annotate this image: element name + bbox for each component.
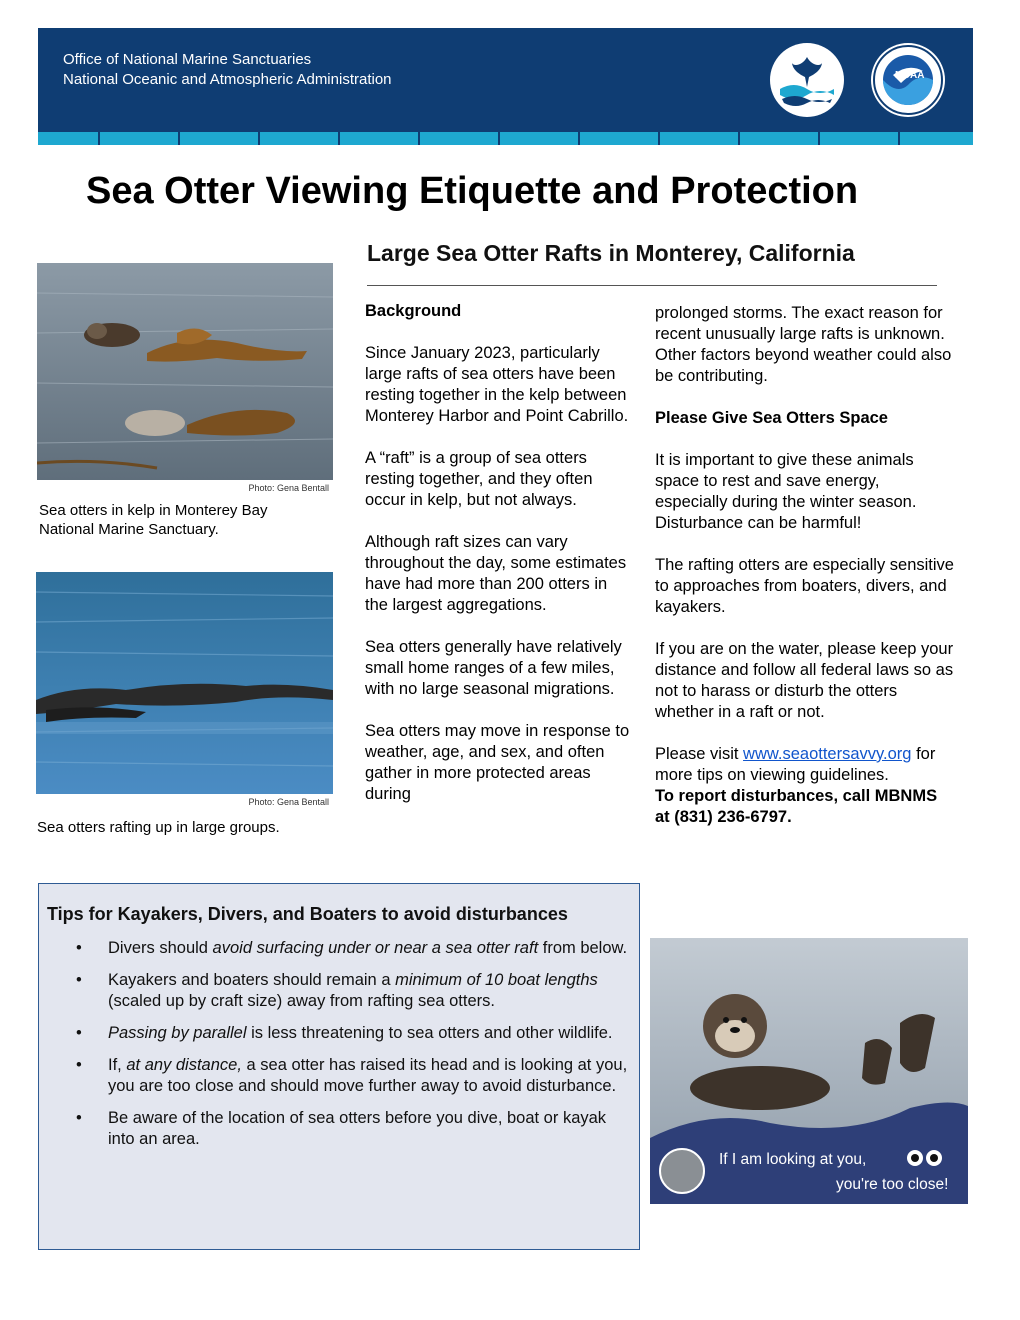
tip-item: • If, at any distance, a sea otter has raised its head and is looking at you, you are too close and should move further away to avoid disturbance.	[76, 1056, 628, 1095]
tip-item: • Divers should avoid surfacing under or near a sea otter raft from below.	[76, 939, 628, 957]
paragraph: Sea otters may move in response to weather, age, and sex, and often gather in more protected areas during	[365, 722, 630, 803]
bullet-icon: •	[76, 1056, 82, 1074]
paragraph: If you are on the water, please keep your distance and follow all federal laws so as not to harass or disturb the otters whether in a raft or not.	[655, 640, 954, 721]
paragraph: Since January 2023, particularly large rafts of sea otters have been resting together in the kelp between Monterey Harbor and Point Cabrillo.	[365, 344, 629, 425]
photo-credit: Photo: Gena Bentall	[248, 483, 329, 493]
paragraph: The rafting otters are especially sensitive to approaches from boaters, divers, and kayakers.	[655, 556, 954, 616]
bullet-icon: •	[76, 1109, 82, 1127]
noaa-text: NOAA	[895, 70, 925, 81]
tips-list	[39, 938, 639, 1161]
visit-paragraph	[655, 744, 955, 828]
caption-line: National Marine Sanctuary.	[39, 521, 219, 538]
poster-text-line1: If I am looking at you,	[719, 1151, 867, 1168]
tips-box	[38, 883, 640, 1250]
tip-item: • Be aware of the location of sea otters before you dive, boat or kayak into an area.	[76, 1109, 607, 1148]
photo-caption: Sea otters rafting up in large groups.	[37, 819, 280, 836]
photo-credit: Photo: Gena Bentall	[248, 797, 329, 807]
kelp-otters-photo	[37, 263, 333, 480]
otter-poster-image	[650, 938, 968, 1204]
header-office-name: Office of National Marine Sanctuaries	[63, 51, 312, 68]
bullet-icon: •	[76, 939, 82, 957]
noaa-logo-icon	[871, 43, 945, 117]
sanctuary-logo-icon	[770, 43, 844, 117]
paragraph: prolonged storms. The exact reason for recent unusually large rafts is unknown. Other factors beyond weather could also be contributing.	[655, 304, 952, 385]
seaottersavvy-link[interactable]: www.seaottersavvy.org	[743, 745, 912, 763]
rafting-otters-photo	[36, 572, 333, 794]
background-column	[365, 301, 633, 826]
paragraph: It is important to give these animals space to rest and save energy, especially during the winter season. Disturbance can be harmful!	[655, 451, 917, 532]
paragraph: A “raft” is a group of sea otters resting together, and they often occur in kelp, but not always.	[365, 449, 593, 509]
header-stripe	[38, 132, 973, 145]
subtitle-divider	[367, 285, 937, 286]
page-title: Sea Otter Viewing Etiquette and Protection	[86, 170, 859, 212]
report-disturbances-text: To report disturbances, call MBNMS at (831) 236-6797.	[655, 787, 938, 826]
bullet-icon: •	[76, 1024, 82, 1042]
space-column	[655, 303, 955, 828]
tip-item: • Passing by parallel is less threatening to sea otters and other wildlife.	[76, 1024, 613, 1042]
photo-caption	[39, 501, 339, 539]
header-agency-name: National Oceanic and Atmospheric Administration	[63, 71, 392, 88]
background-heading: Background	[365, 302, 462, 320]
paragraph: Sea otters generally have relatively small home ranges of a few miles, with no large seasonal migrations.	[365, 638, 622, 698]
paragraph: Although raft sizes can vary throughout the day, some estimates have had more than 200 otters in the largest aggregations.	[365, 533, 627, 614]
visit-text: Please visit	[655, 745, 744, 763]
page-subtitle: Large Sea Otter Rafts in Monterey, California	[367, 240, 855, 266]
poster-text-line2: you're too close!	[836, 1176, 949, 1193]
tips-title: Tips for Kayakers, Divers, and Boaters to avoid disturbances	[47, 904, 568, 924]
space-heading: Please Give Sea Otters Space	[655, 409, 888, 427]
header-banner	[38, 28, 973, 132]
caption-line: Sea otters in kelp in Monterey Bay	[39, 502, 268, 519]
visit-text: for more tips on viewing guidelines.	[655, 745, 936, 784]
bullet-icon: •	[76, 971, 82, 989]
tip-item: • Kayakers and boaters should remain a minimum of 10 boat lengths (scaled up by craft size) away from rafting sea otters.	[76, 971, 598, 1010]
